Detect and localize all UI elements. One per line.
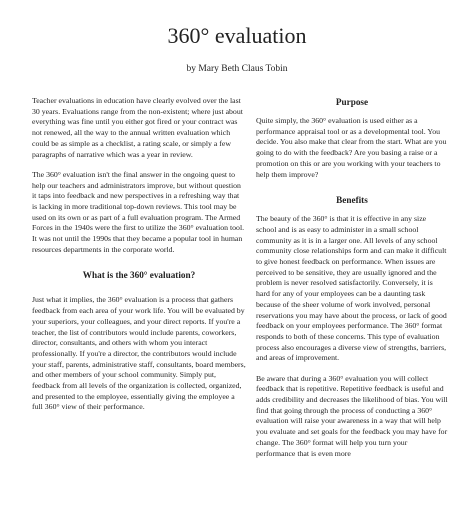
section-heading-purpose: Purpose <box>335 97 369 107</box>
history-paragraph: The 360° evaluation isn't the final answer in the ongoing quest to help our teachers and administrators improve, but without question it taps into feedback and new perspectives in a refreshing way that is lacking in more traditional top-down reviews. This tool may be used on its own or as part of a full evaluation program. The Armed Forces in the 1940s were the first to utilize the 360° evaluation tool. It was not until the 1990s that they became a popular tool in human resources departments in the corporate world. <box>32 169 245 254</box>
benefits-paragraph: The beauty of the 360° is that it is effective in any size school and is as easy to administer in a small school community as it is in a larger one. All levels of any school community close relationships form and can make it difficult to give honest feedback on performance. When issues are perceived to be sensitive, they are usually ignored and the problem is never resolved satisfactorily. Conversely, it is hard for any of your employees can be a daunting task because of the sheer volume of work involved, personal reservations you may have about the process, or lack of good feedback on your employees performance. The 360° format responds to both of these concerns. This type of evaluation process also encourages a diverse view of strengths, barriers, and areas of improvement. <box>256 214 447 363</box>
definition-paragraph: Just what it implies, the 360° evaluation is a process that gathers feedback from each area of your work life. You will be evaluated by your superiors, your colleagues, and your direct reports. If you're a teacher, the list of contributors would include parents, coworkers, director, consultants, and others with whom you interact professionally. If you're a director, the contributors would include your staff, parents, administrative staff, consultants, board members, and other members of your school community. Simply put, feedback from all levels of the organization is collected, organized, and presented to the employee, essentially giving the employee a full 360° view of their performance. <box>32 295 246 412</box>
section-heading-benefits: Benefits <box>336 195 368 206</box>
author-byline: by Mary Beth Claus Tobin <box>186 64 288 74</box>
awareness-paragraph: Be aware that during a 360° evaluation you will collect feedback that is repetitive. Repetitive feedback is useful and adds credibility and decreases the likelihood of bias. You will find that going through the process of conducting a 360° evaluation will raise your awareness in a way that will help you evaluate and set goals for the feedback you may have for change. The 360° format will help you turn your performance that is even more <box>256 373 448 458</box>
intro-paragraph: Teacher evaluations in education have clearly evolved over the last 30 years. Evaluations range from the non-existent; where just about everything was fine until you either got fired or your contract was not renewed, all the way to the annual written evaluation which could be as simple as a checklist, a rating scale, or simply a few paragraphs of narrative which was a year in review. <box>32 96 243 159</box>
left-column <box>32 96 246 423</box>
section-heading-what-is: What is the 360° evaluation? <box>82 270 196 281</box>
purpose-paragraph: Quite simply, the 360° evaluation is used either as a performance appraisal tool or as a developmental tool. You decide. You also make that clear from the start. What are you going to do with the feedback? Are you basing a raise or a promotion on this or are you working with your teachers to help them improve? <box>256 116 447 179</box>
document-title: 360° evaluation <box>167 23 307 48</box>
right-column <box>256 96 448 469</box>
